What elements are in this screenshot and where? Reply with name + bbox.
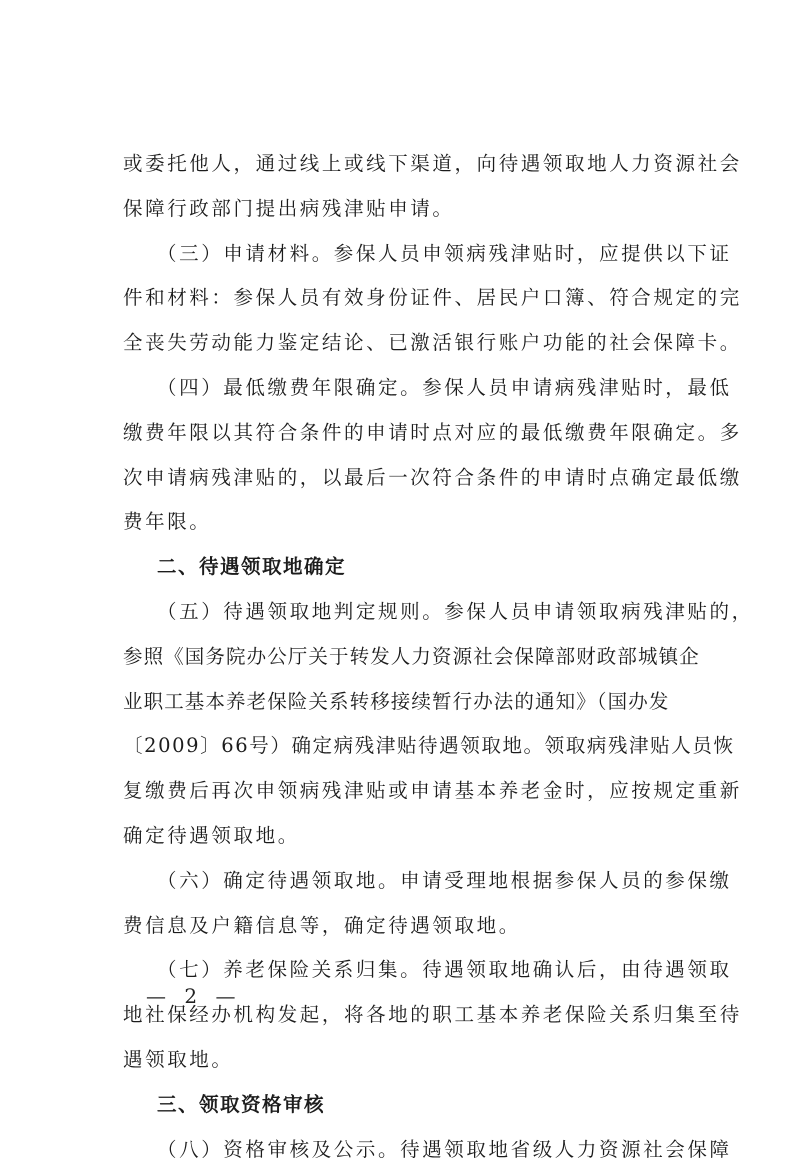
text-line: 件和材料：参保人员有效身份证件、居民户口簿、符合规定的完 [123, 286, 742, 310]
text-line: （四）最低缴费年限确定。参保人员申请病残津贴时，最低 [157, 375, 732, 399]
text-line: （七）养老保险关系归集。待遇领取地确认后，由待遇领取 [157, 958, 732, 982]
text-line: 缴费年限以其符合条件的申请时点对应的最低缴费年限确定。多 [123, 420, 742, 444]
text-line: 费信息及户籍信息等，确定待遇领取地。 [123, 913, 521, 937]
text-line: 地社保经办机构发起，将各地的职工基本养老保险关系归集至待 [123, 1003, 742, 1027]
text-line: （六）确定待遇领取地。申请受理地根据参保人员的参保缴 [157, 868, 732, 892]
text-line: 遇领取地。 [123, 1047, 234, 1071]
text-line: （八）资格审核及公示。待遇领取地省级人力资源社会保障 [157, 1137, 732, 1161]
text-line: 费年限。 [123, 510, 212, 534]
text-line: （三）申请材料。参保人员申领病残津贴时，应提供以下证 [157, 241, 732, 265]
text-line: （五）待遇领取地判定规则。参保人员申请领取病残津贴的， [157, 599, 754, 623]
text-line: 或委托他人，通过线上或线下渠道，向待遇领取地人力资源社会 [123, 152, 742, 175]
page-number: — 2 — [146, 984, 242, 1008]
text-line: 全丧失劳动能力鉴定结论、已激活银行账户功能的社会保障卡。 [123, 331, 742, 355]
text-line: 复缴费后再次申领病残津贴或申请基本养老金时，应按规定重新 [123, 779, 742, 803]
document-body [123, 146, 754, 1168]
text-line: 确定待遇领取地。 [123, 823, 300, 847]
text-line: 〔2009〕66号）确定病残津贴待遇领取地。领取病残津贴人员恢 [123, 734, 735, 758]
text-line: 次申请病残津贴的，以最后一次符合条件的申请时点确定最低缴 [123, 465, 742, 489]
section-heading: 三、领取资格审核 [157, 1092, 326, 1116]
section-heading: 二、待遇领取地确定 [157, 555, 347, 579]
text-line: 参照《国务院办公厅关于转发人力资源社会保障部财政部城镇企 [123, 644, 700, 668]
text-line: 业职工基本养老保险关系转移接续暂行办法的通知》（国办发 [123, 689, 670, 713]
text-line: 保障行政部门提出病残津贴申请。 [123, 196, 455, 220]
